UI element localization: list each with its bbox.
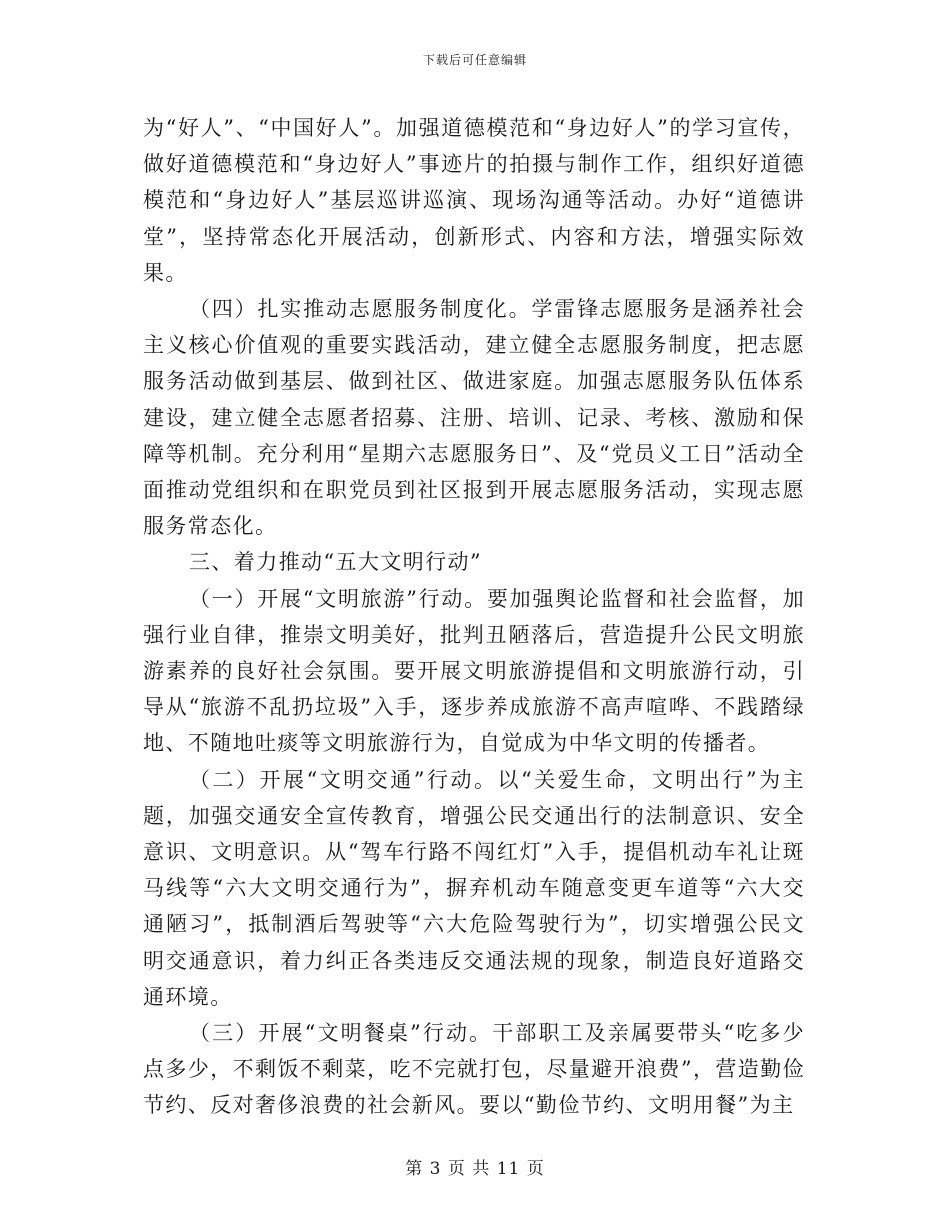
paragraph-civilized-dining: （三）开展“文明餐桌”行动。干部职工及亲属要带头“吃多少点多少，不剩饭不剩菜，吃不完就打包，尽量避开浪费”，营造勤俭节约、反对奢侈浪费的社会新风。要以“勤俭节约、文明用餐”为主	[143, 1021, 805, 1118]
document-body	[143, 110, 805, 1124]
paragraph-continuation: 为“好人”、“中国好人”。加强道德模范和“身边好人”的学习宣传，做好道德模范和“身边好人”事迹片的拍摄与制作工作，组织好道德模范和“身边好人”基层巡讲巡演、现场沟通等活动。办好“道德讲堂”，坚持常态化开展活动，创新形式、内容和方法，增强实际效果。	[143, 116, 805, 285]
page-number-footer: 第 3 页 共 11 页	[405, 1159, 545, 1179]
page-header-note: 下载后可任意编辑	[422, 53, 527, 67]
paragraph-civilized-traffic: （二）开展“文明交通”行动。以“关爱生命，文明出行”为主题，加强交通安全宣传教育，增强公民交通出行的法制意识、安全意识、文明意识。从“驾车行路不闯红灯”入手，提倡机动车礼让斑马线等“六大文明交通行为”，摒弃机动车随意变更车道等“六大交通陋习”，抵制酒后驾驶等“六大危险驾驶行为”，切实增强公民文明交通意识，着力纠正各类违反交通法规的现象，制造良好道路交通环境。	[143, 767, 805, 1009]
paragraph-civilized-tourism: （一）开展“文明旅游”行动。要加强舆论监督和社会监督，加强行业自律，推崇文明美好，批判丑陋落后，营造提升公民文明旅游素养的良好社会氛围。要开展文明旅游提倡和文明旅游行动，引导从“旅游不乱扔垃圾”入手，逐步养成旅游不高声喧哗、不践踏绿地、不随地吐痰等文明旅游行为，自觉成为中华文明的传播者。	[143, 586, 805, 756]
paragraph-volunteer-service: （四）扎实推动志愿服务制度化。学雷锋志愿服务是涵养社会主义核心价值观的重要实践活动，建立健全志愿服务制度，把志愿服务活动做到基层、做到社区、做进家庭。加强志愿服务队伍体系建设，建立健全志愿者招募、注册、培训、记录、考核、激励和保障等机制。充分利用“星期六志愿服务日”、及“党员义工日”活动全面推动党组织和在职党员到社区报到开展志愿服务活动，实现志愿服务常态化。	[143, 297, 805, 539]
section-heading-five-civilization-actions: 三、着力推动“五大文明行动”	[189, 550, 483, 575]
